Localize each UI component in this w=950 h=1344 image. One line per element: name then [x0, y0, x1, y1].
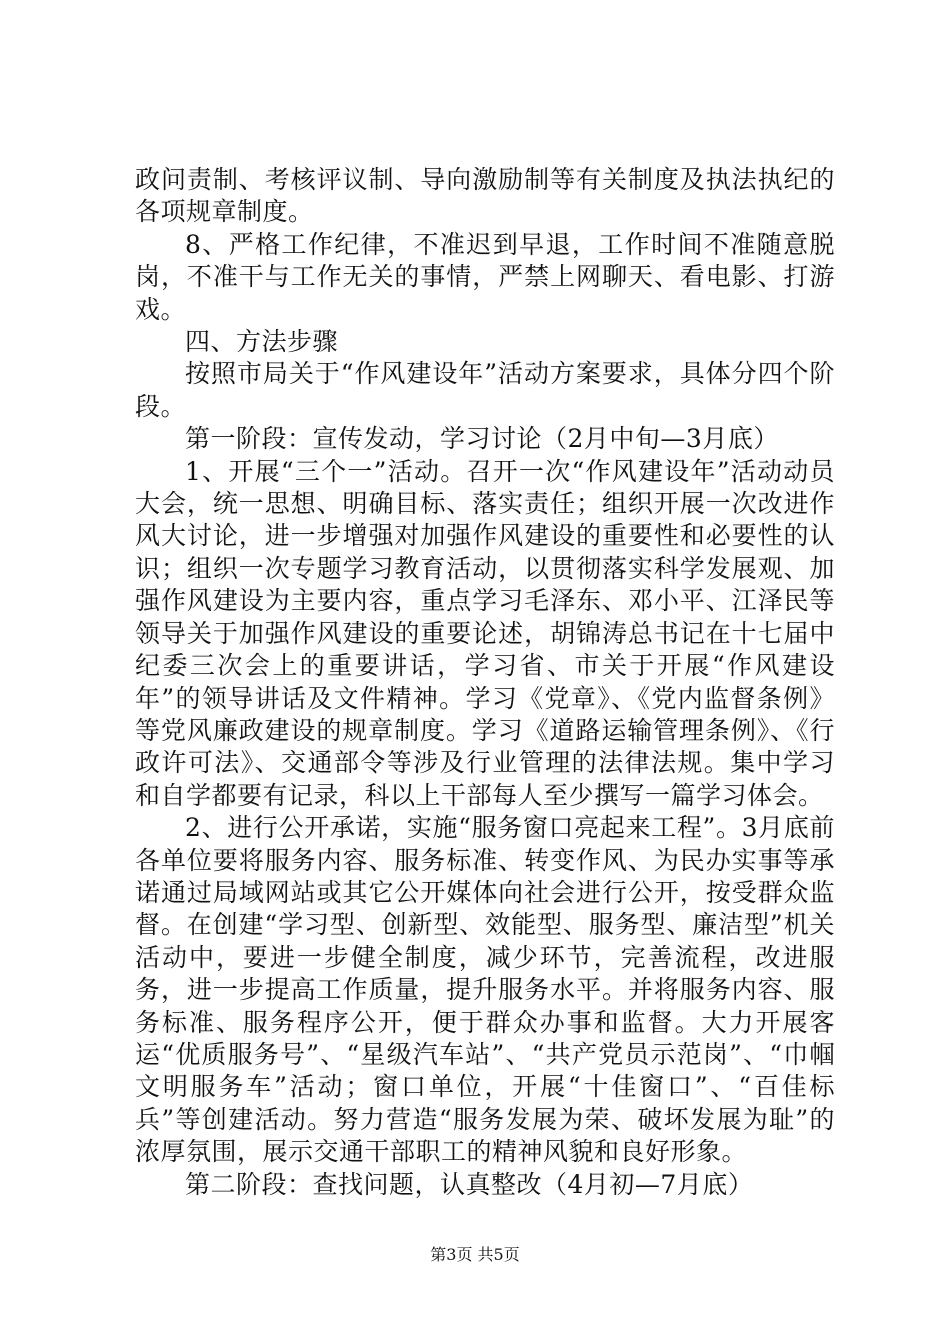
- stage-one-heading: 第一阶段：宣传发动，学习讨论（2月中旬—3月底）: [185, 424, 779, 454]
- paragraph-work-discipline: 8、严格工作纪律，不准迟到早退，工作时间不准随意脱岗，不准干与工作无关的事情，严禁上网聊天、看电影、打游戏。: [135, 229, 835, 324]
- document-body: [135, 164, 835, 1201]
- paragraph-four-stages: 按照市局关于“作风建设年”活动方案要求，具体分四个阶段。: [135, 359, 835, 421]
- stage-two-heading: 第二阶段：查找问题，认真整改（4月初—7月底）: [185, 1169, 754, 1199]
- section-heading-methods: 四、方法步骤: [185, 327, 339, 357]
- paragraph-public-commitment: 2、进行公开承诺，实施“服务窗口亮起来工程”。3月底前各单位要将服务内容、服务标准、转变作风、为民办实事等承诺通过局域网站或其它公开媒体向社会进行公开，按受群众监督。在创建“学习型、创新型、效能型、服务型、廉洁型”机关活动中，要进一步健全制度，减少环节，完善流程，改进服务，进一步提高工作质量，提升服务水平。并将服务内容、服务标准、服务程序公开，便于群众办事和监督。大力开展客运“优质服务号”、“星级汽车站”、“共产党员示范岗”、“巾帼文明服务车”活动；窗口单位，开展“十佳窗口”、“百佳标兵”等创建活动。努力营造“服务发展为荣、破坏发展为耻”的浓厚氛围，展示交通干部职工的精神风貌和良好形象。: [135, 813, 835, 1167]
- paragraph-regulations-cont: 政问责制、考核评议制、导向激励制等有关制度及执法执纪的各项规章制度。: [135, 165, 835, 227]
- paragraph-three-ones: 1、开展“三个一”活动。召开一次“作风建设年”活动动员大会，统一思想、明确目标、落实责任；组织开展一次改进作风大讨论，进一步增强对加强作风建设的重要性和必要性的认识；组织一次专题学习教育活动，以贯彻落实科学发展观、加强作风建设为主要内容，重点学习毛泽东、邓小平、江泽民等领导关于加强作风建设的重要论述，胡锦涛总书记在十七届中纪委三次会上的重要讲话，学习省、市关于开展“作风建设年”的领导讲话及文件精神。学习《党章》、《党内监督条例》等党风廉政建设的规章制度。学习《道路运输管理条例》、《行政许可法》、交通部令等涉及行业管理的法律法规。集中学习和自学都要有记录，科以上干部每人至少撰写一篇学习体会。: [135, 456, 835, 810]
- page-number-footer: 第3页 共5页: [430, 1245, 520, 1264]
